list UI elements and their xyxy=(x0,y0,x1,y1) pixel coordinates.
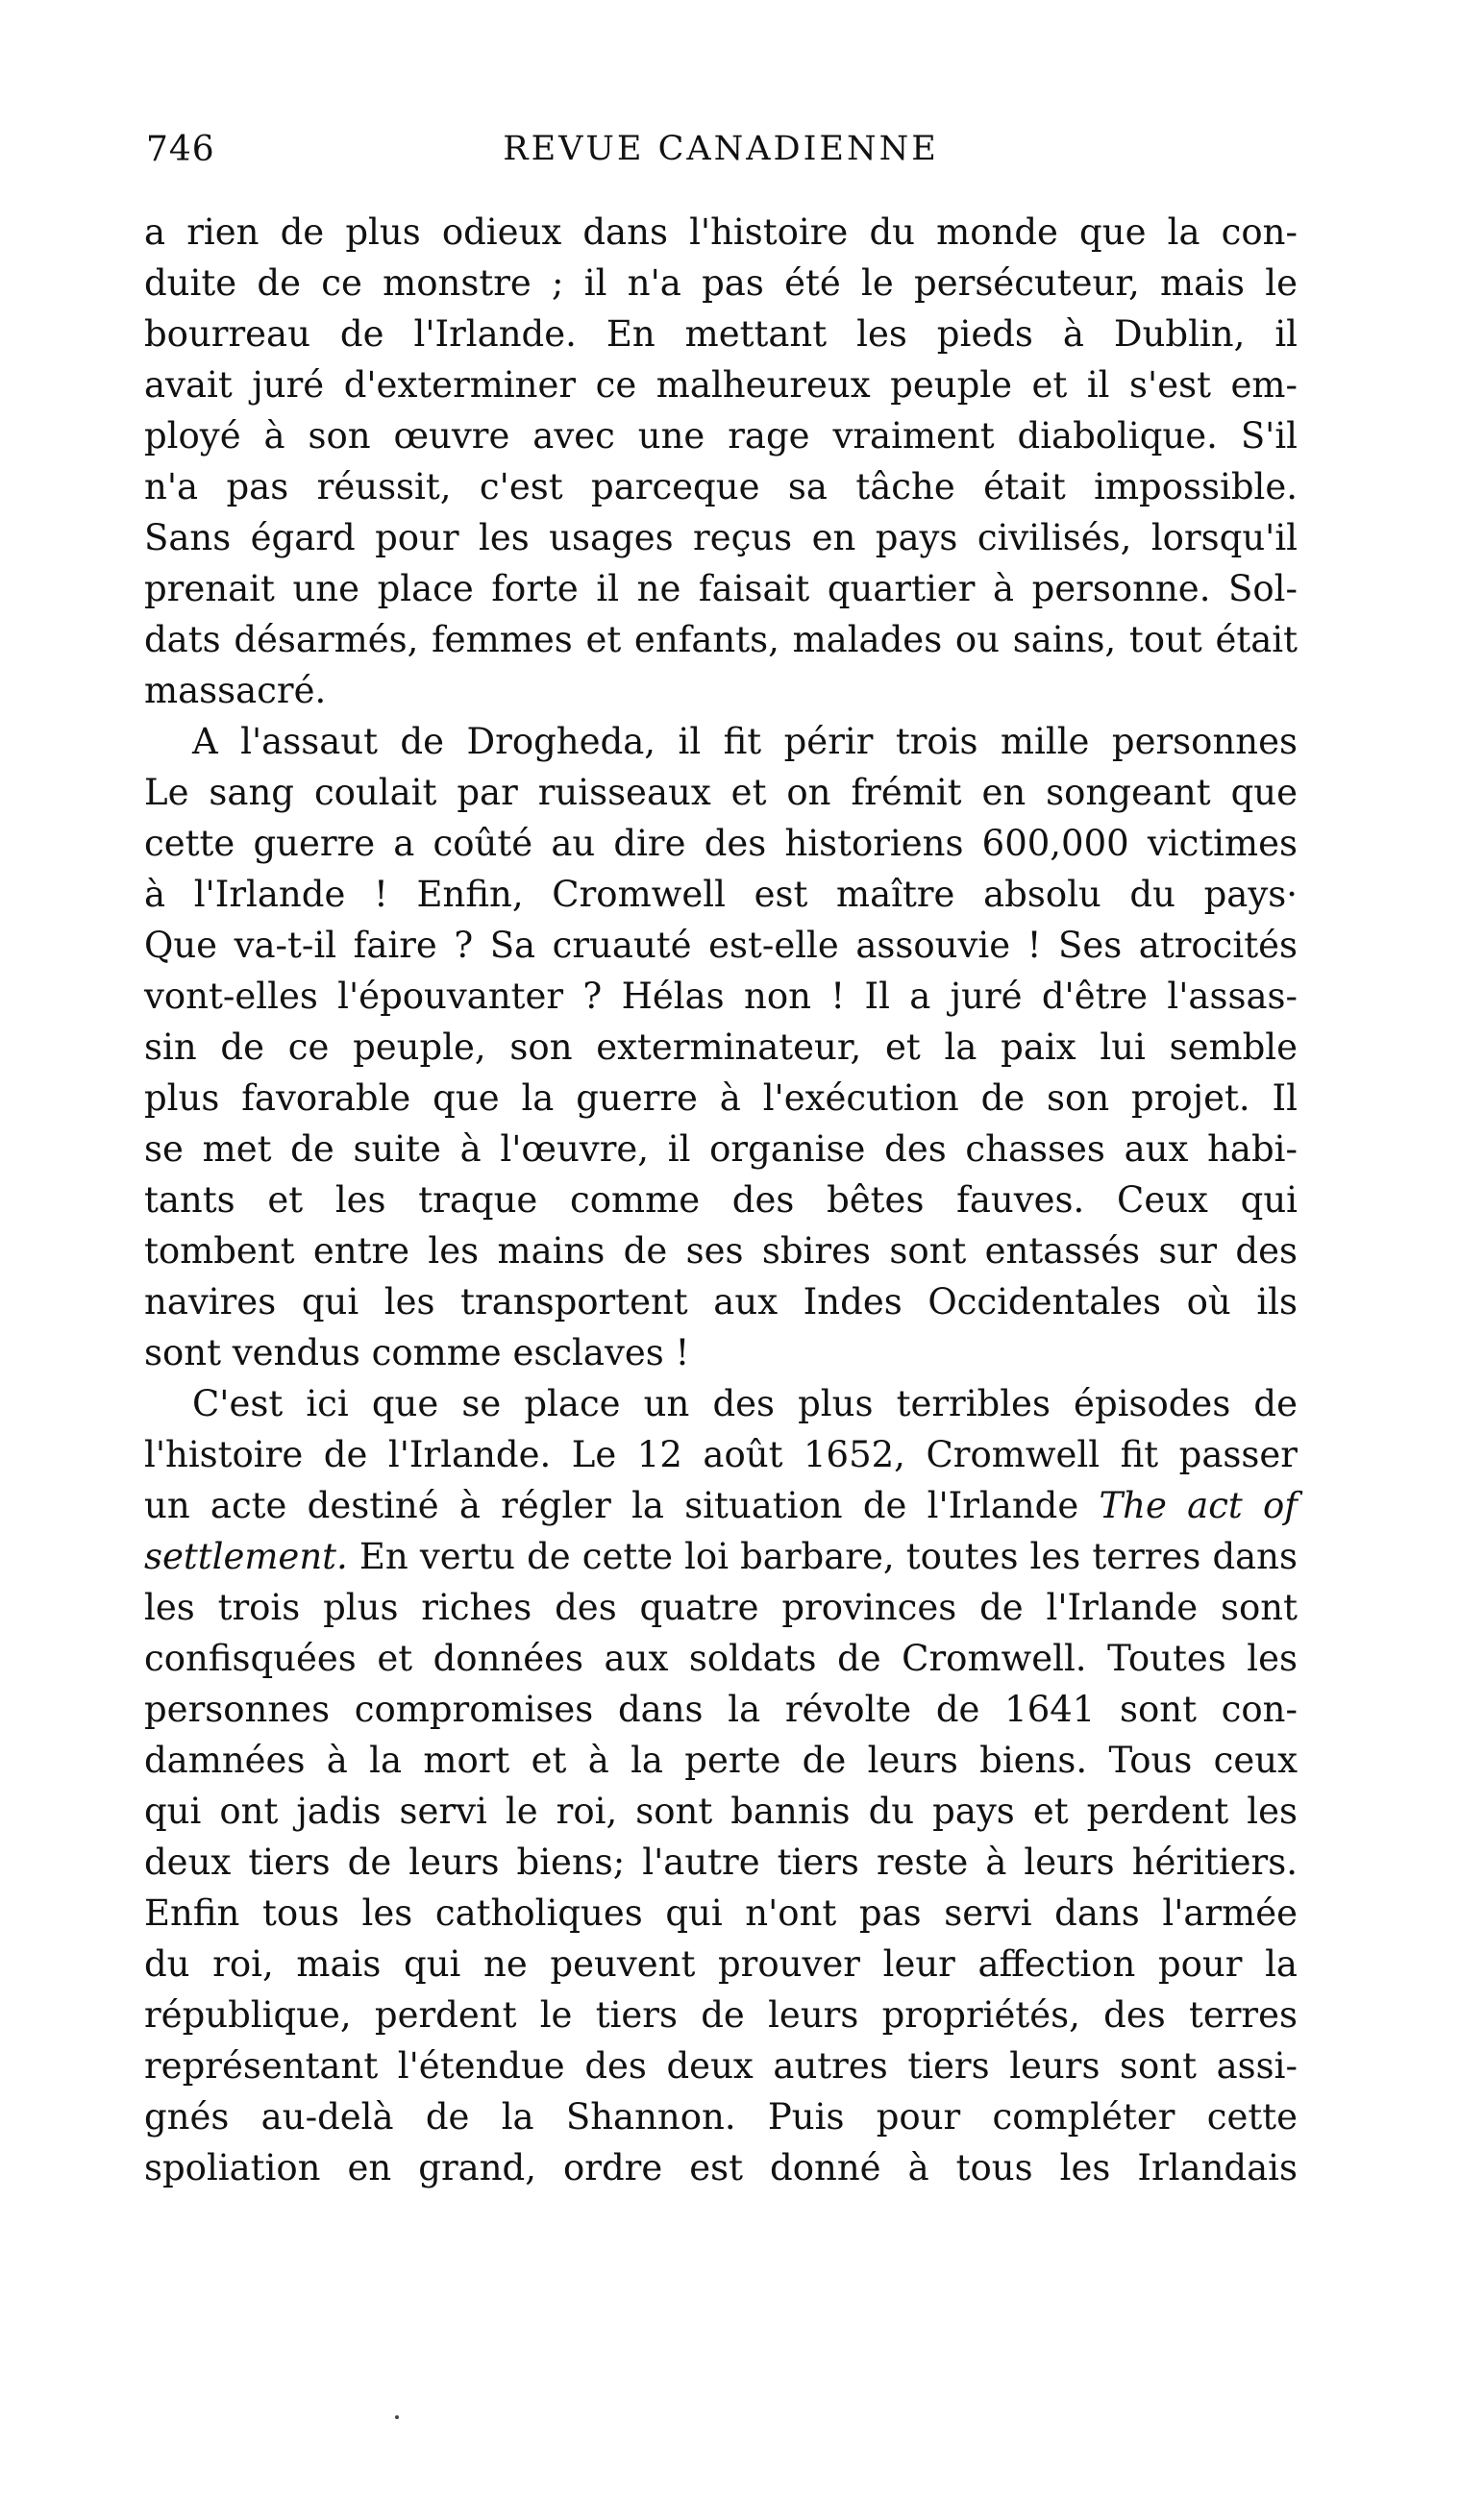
text-line: ployé à son œuvre avec une rage vraiment diabolique. S'il xyxy=(144,415,1298,457)
text-line: tants et les traque comme des bêtes fauves. Ceux qui xyxy=(144,1179,1298,1221)
text-line: dats désarmés, femmes et enfants, malades ou sains, tout était xyxy=(144,619,1298,660)
text-line: prenait une place forte il ne faisait quartier à personne. Sol- xyxy=(144,568,1298,609)
italic-title: The act of xyxy=(1099,1485,1298,1526)
text-line: tombent entre les mains de ses sbires sont entassés sur des xyxy=(144,1230,1298,1272)
text-line: cette guerre a coûté au dire des historiens 600,000 victimes xyxy=(144,823,1298,864)
text-line: avait juré d'exterminer ce malheureux peuple et il s'est em- xyxy=(144,364,1298,406)
text-line: se met de suite à l'œuvre, il organise des chasses aux habi- xyxy=(144,1128,1298,1170)
text-line: damnées à la mort et à la perte de leurs biens. Tous ceux xyxy=(144,1740,1298,1781)
text-line: confisquées et données aux soldats de Cromwell. Toutes les xyxy=(144,1638,1298,1679)
journal-title: REVUE CANADIENNE xyxy=(503,130,939,168)
paper-speck xyxy=(395,2415,399,2419)
text-line: Enfin tous les catholiques qui n'ont pas servi dans l'armée xyxy=(144,1892,1298,1934)
text-line: plus favorable que la guerre à l'exécution de son projet. Il xyxy=(144,1077,1298,1119)
text-line: les trois plus riches des quatre provinces de l'Irlande sont xyxy=(144,1587,1298,1628)
text-block xyxy=(144,207,1298,2193)
text-line: qui ont jadis servi le roi, sont bannis du pays et perdent les xyxy=(144,1791,1298,1832)
text-line: navires qui les transportent aux Indes Occidentales où ils xyxy=(144,1281,1298,1323)
text-line: deux tiers de leurs biens; l'autre tiers reste à leurs héritiers. xyxy=(144,1842,1298,1883)
text-line: n'a pas réussit, c'est parceque sa tâche était impossible. xyxy=(144,466,1298,507)
text-line: vont-elles l'épouvanter ? Hélas non ! Il a juré d'être l'assas- xyxy=(144,976,1298,1017)
text-line: spoliation en grand, ordre est donné à tous les Irlandais xyxy=(144,2147,1298,2188)
text-line: duite de ce monstre ; il n'a pas été le persécuteur, mais le xyxy=(144,262,1298,304)
text-line: a rien de plus odieux dans l'histoire du monde que la con- xyxy=(144,211,1298,253)
text-line xyxy=(144,1531,1298,1582)
text-line: l'histoire de l'Irlande. Le 12 août 1652, Cromwell fit passer xyxy=(144,1434,1298,1475)
text-fragment: un acte destiné à régler la situation de l'Irlande xyxy=(144,1485,1079,1526)
text-line: sin de ce peuple, son exterminateur, et la paix lui semble xyxy=(144,1026,1298,1068)
running-header xyxy=(144,130,1298,187)
text-line: bourreau de l'Irlande. En mettant les pieds à Dublin, il xyxy=(144,313,1298,355)
paragraph-first-line: C'est ici que se place un des plus terribles épisodes de xyxy=(192,1383,1298,1424)
italic-title: settlement. xyxy=(144,1536,348,1577)
text-line: sont vendus comme esclaves ! xyxy=(144,1332,690,1373)
text-line: représentant l'étendue des deux autres tiers leurs sont assi- xyxy=(144,2045,1298,2087)
text-line xyxy=(144,1480,1298,1531)
page-body xyxy=(144,130,1298,2193)
text-line: Le sang coulait par ruisseaux et on frémit en songeant que xyxy=(144,772,1298,813)
paragraph-first-line: A l'assaut de Drogheda, il fit périr trois mille personnes xyxy=(192,721,1298,762)
text-line: Sans égard pour les usages reçus en pays civilisés, lorsqu'il xyxy=(144,517,1298,558)
text-fragment: En vertu de cette loi barbare, toutes les terres dans xyxy=(359,1536,1298,1577)
page-number: 746 xyxy=(146,130,215,169)
text-line: Que va-t-il faire ? Sa cruauté est-elle assouvie ! Ses atrocités xyxy=(144,925,1298,966)
text-line: république, perdent le tiers de leurs propriétés, des terres xyxy=(144,1994,1298,2036)
text-line: personnes compromises dans la révolte de 1641 sont con- xyxy=(144,1689,1298,1730)
text-line: à l'Irlande ! Enfin, Cromwell est maître absolu du pays· xyxy=(144,874,1298,915)
text-line: du roi, mais qui ne peuvent prouver leur affection pour la xyxy=(144,1943,1298,1985)
text-line: gnés au-delà de la Shannon. Puis pour compléter cette xyxy=(144,2096,1298,2138)
text-line: massacré. xyxy=(144,670,327,711)
